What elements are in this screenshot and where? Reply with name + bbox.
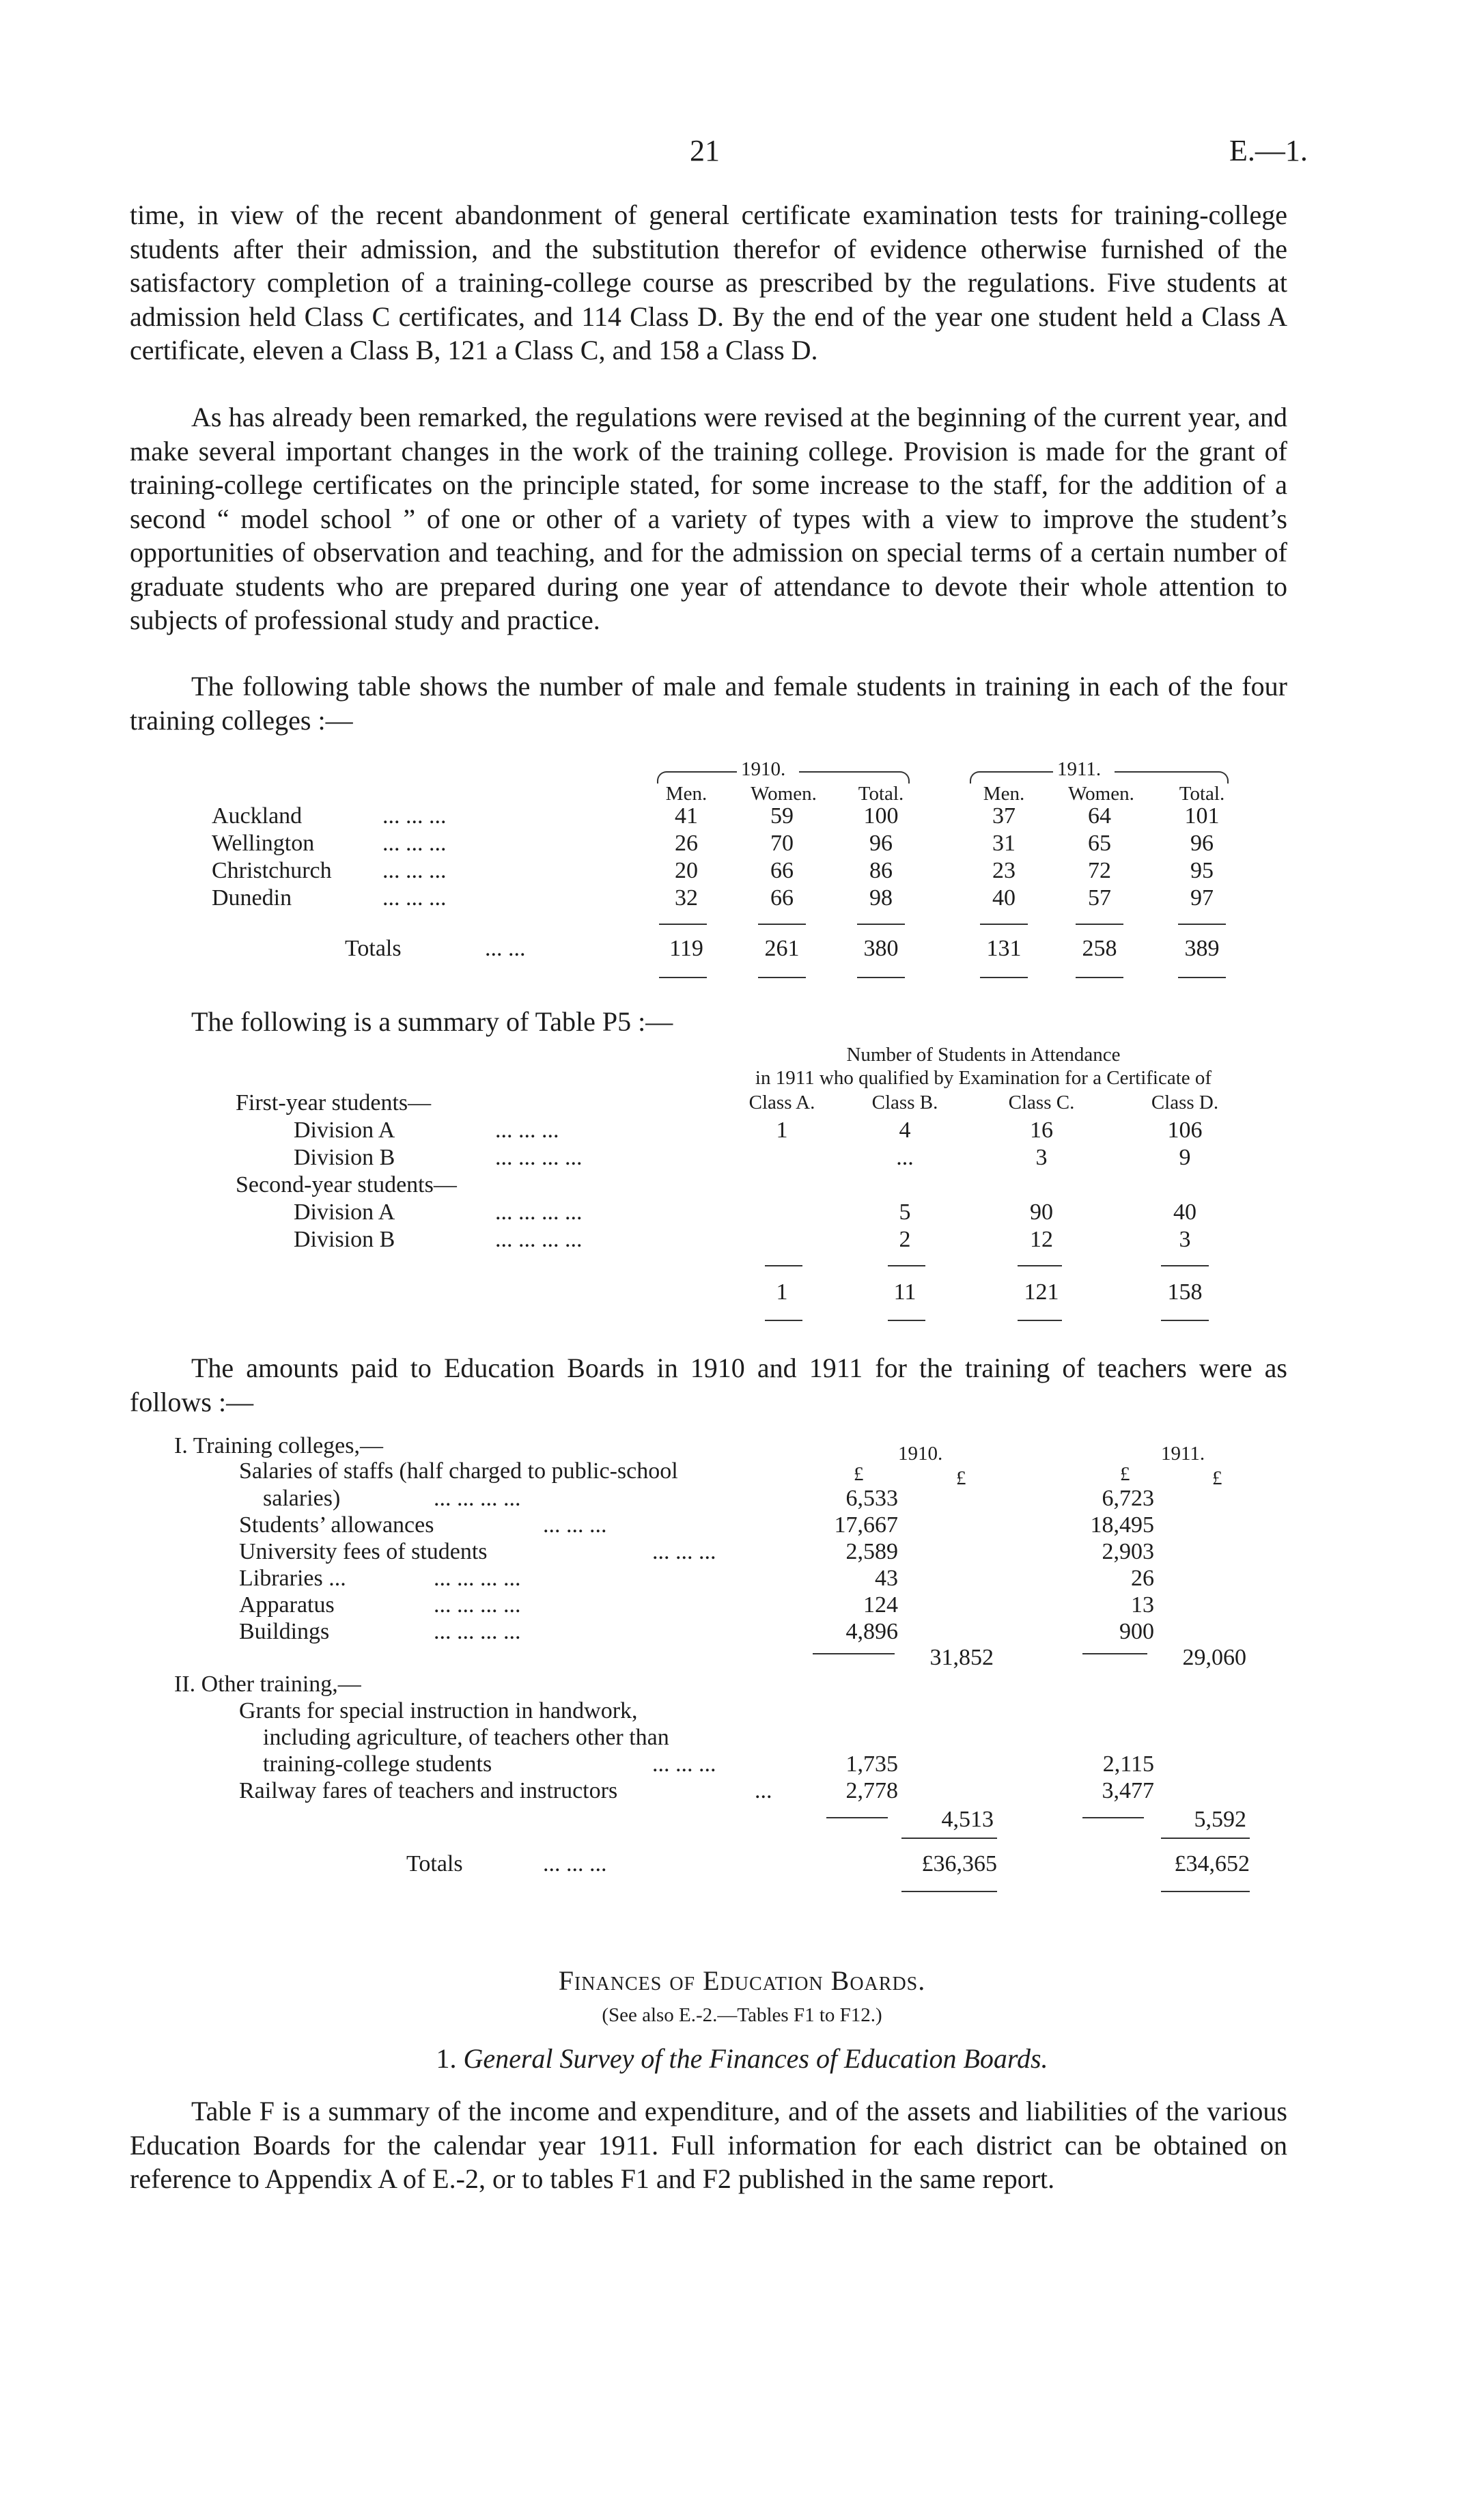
col-total-1911: Total. xyxy=(1179,783,1225,805)
p5-header-line1: Number of Students in Attendance xyxy=(846,1044,1121,1066)
paragraph-regulations: As has already been remarked, the regulations were revised at the beginning of the current year, and make several important changes in the work of the training college. Provision is made for the grant of training-college certificates on the principle stated, for some increase to the staff, for the addition of a second “ model school ” of one or other of a variety of types with a view to improve the student’s opportunities of observation and teaching, and for the admission on special terms of a certain number of graduate students who are prepared during one year of attendance to devote their whole attention to subjects of professional study and practice. xyxy=(130,402,1287,635)
page-number: 21 xyxy=(690,134,720,167)
first-year-label: First-year students— xyxy=(236,1090,432,1115)
finances-see-also: (See also E.-2.—Tables F1 to F12.) xyxy=(602,2004,882,2026)
col-men-1910: Men. xyxy=(665,783,708,805)
year-1910-heading: 1910. xyxy=(741,758,786,780)
col-class-a: Class A. xyxy=(748,1092,815,1113)
report-reference: E.—1. xyxy=(1229,134,1308,167)
section-other-training: II. Other training,— xyxy=(174,1672,361,1697)
second-year-label: Second-year students— xyxy=(236,1172,457,1197)
col-men-1911: Men. xyxy=(983,783,1025,805)
currency-1911-subtotal: £ xyxy=(1212,1467,1222,1489)
col-women-1911: Women. xyxy=(1068,783,1134,805)
paragraph-table-f: Table F is a summary of the income and expenditure, and of the assets and liabilities of the various Education Boards for the calendar year 1911. Full information for each district can be obtained on reference to Appendix A of E.-2, or to tables F1 and F2 published in the same report. xyxy=(130,2096,1287,2194)
currency-1910-subtotal: £ xyxy=(956,1467,966,1489)
paragraph-amounts-intro: The amounts paid to Education Boards in 1910 and 1911 for the training of teachers were as follows :— xyxy=(130,1353,1287,1417)
amounts-year-1911: 1911. xyxy=(1161,1443,1205,1465)
col-class-d: Class D. xyxy=(1151,1092,1219,1113)
finances-subheading: 1. General Survey of the Finances of Education Boards. xyxy=(436,2043,1048,2074)
finances-heading: Finances of Education Boards. xyxy=(558,1965,926,1996)
col-women-1910: Women. xyxy=(751,783,817,805)
year-1911-heading: 1911. xyxy=(1057,758,1102,780)
col-class-b: Class B. xyxy=(871,1092,938,1113)
currency-1910-items: £ xyxy=(854,1463,864,1485)
document-page: 21 E.—1. time, in view of the recent abandonment of general certificate examination tests for training-college students after their admission, and the substitution therefor of evidence otherwise furnished of the satisfactory completion of a training-college course as prescribed by the regulations. Five students at admission held Class C certificates, and 114 Class D. By the end of the year one student held a Class A certificate, eleven a Class B, 121 a Class C, and 158 a Class D. As has already been remarked, the regulations were revised at the beginning of the current year, and make several important changes in the work of the training college. Provision is made for the grant of training-college certificates on the principle stated, for some increase to the staff, for the addition of a second “ model school ” of one or other of a variety of types with a view to improve the student’s opportunities of observation and teaching, and for the admission on special terms of a certain number of graduate students who are prepared during one year of attendance to devote their whole attention to subjects of professional study and practice. The following table shows the number of male and female students in training in each of the four training colleges :— 1910. 1911. Men. Women. Total. Men. Women. Total. Auckland ... ... ... 41 59 100 37 64 101 Wellington ... ... ... 26 70 96 31 65 96 Christchurch ... ... ... 20 66 86 23 72 95 Dunedin ... ... ... 32 66 98 40 57 97 Totals ... ... 119 261 380 131 258 389 The following is a summary of Table P5 :— Number of Students in Attendance in 1911 who qualified by Examination for a Certificate of First-year students— Class A. Class B. Class C. Class D. Division A ... ... ... 1 4 16 106 Division B ... ... ... ... ... 3 9 Second-year students— Division A ... ... ... ... 5 90 40 Division B ... ... ... ... 2 12 3 1 11 121 158 The amounts paid to Education Boards in 1910 and 1911 for the training of teachers were as follows :— I. Training colleges,— 1910. 1911. Salaries of staffs (half charged to public-school £ £ £ £ salaries) ... ... ... ... 6,533 6,723 Students’ allowances ... ... ... 17,667 18,495 University fees of students ... ... ... 2,589 2,903 Libraries ... ... ... ... ... 43 26 Apparatus ... ... ... ... 124 13 Buildings ... ... ... ... 4,896 900 31,852 29,060 II. Other training,— Grants for special instruction in handwork, including agriculture, of teachers other than training-college students ... ... ... 1,735 2,115 Railway fares of teachers and instructors ... 2,778 3,477 4,513 5,592 Totals ... ... ... £36,365 £34,652 Finances of Education Boards. (See also E.-2.—Tables F1 to F12.) 1. General Survey of the Finances of Education Boards. Table F is a summary of the income and expenditure, and of the assets and liabilities of the various Education Boards for the calendar year 1911. Full information for each district can be obtained on reference to Appendix A of E.-2, or to tables F1 and F2 published in the same report. xyxy=(0,0,1484,2509)
col-class-c: Class C. xyxy=(1008,1092,1075,1113)
section-training-colleges: I. Training colleges,— xyxy=(174,1433,383,1458)
paragraph-certificates: time, in view of the recent abandonment of general certificate examination tests for training-college students after their admission, and the substitution therefor of evidence otherwise furnished of the satisfactory completion of a training-college course as prescribed by the regulations. Five students at admission held Class C certificates, and 114 Class D. By the end of the year one student held a Class A certificate, eleven a Class B, 121 a Class C, and 158 a Class D. xyxy=(130,199,1287,365)
amounts-year-1910: 1910. xyxy=(898,1443,943,1465)
p5-header-line2: in 1911 who qualified by Examination for a Certificate of xyxy=(755,1067,1212,1089)
paragraph-p5-intro: The following is a summary of Table P5 :— xyxy=(191,1006,673,1037)
paragraph-table-intro: The following table shows the number of male and female students in training in each of the four training colleges :— xyxy=(130,671,1287,736)
currency-1911-items: £ xyxy=(1120,1463,1130,1485)
col-total-1910: Total. xyxy=(858,783,904,805)
